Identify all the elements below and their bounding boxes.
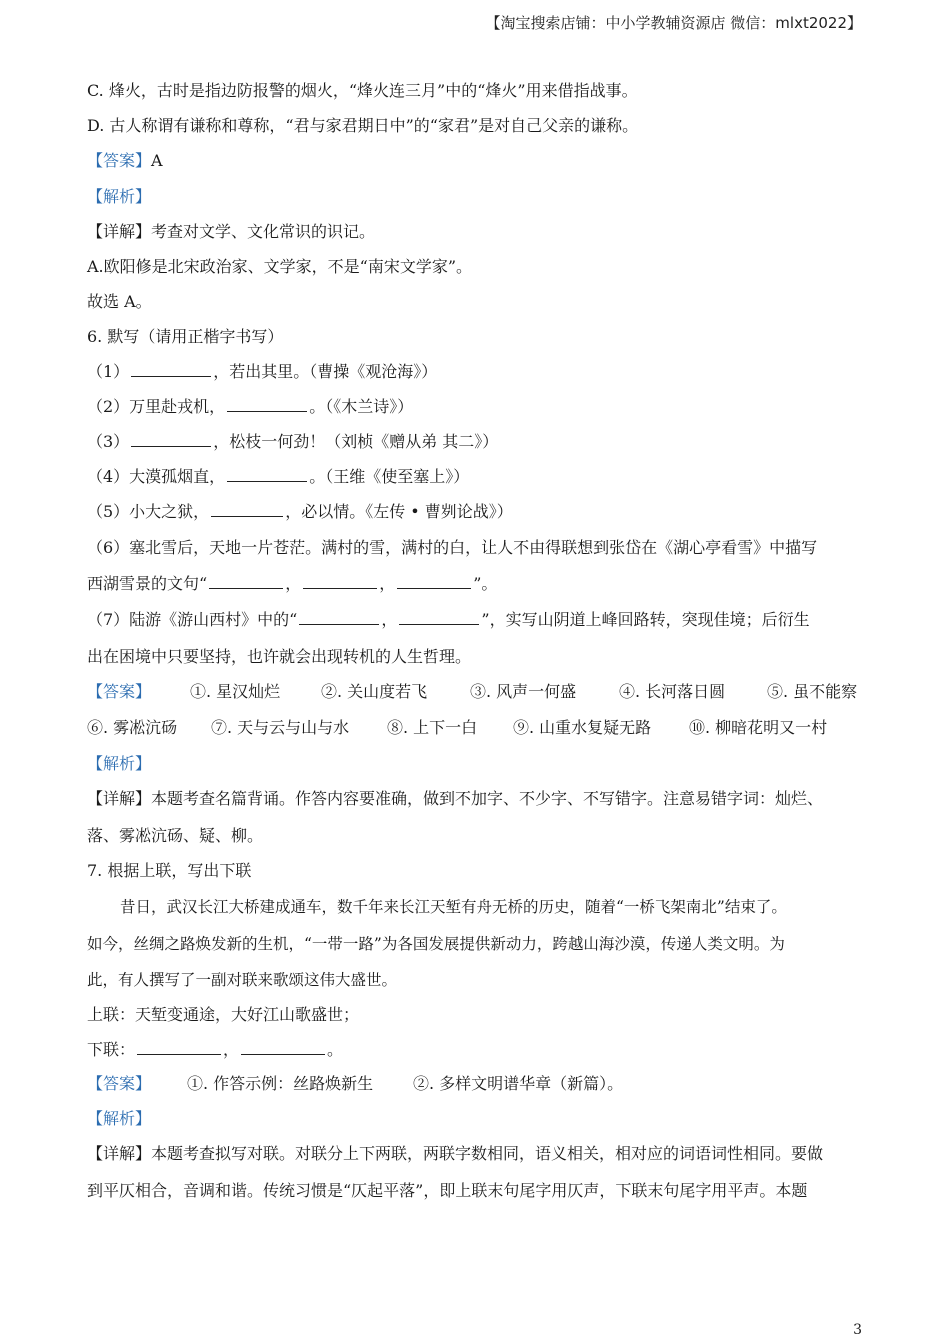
q6-item-3 [87, 431, 498, 453]
fill-blank [241, 1039, 325, 1055]
option-d: D. 古人称谓有谦称和尊称，“君与家君期日中”的“家君”是对自己父亲的谦称。 [87, 116, 639, 135]
q5-answer [87, 150, 163, 172]
q5-detail [87, 221, 375, 243]
q7-passage-line1: 昔日，武汉长江大桥建成通车，数千年来长江天堑有舟无桥的历史，随着“一桥飞架南北”结束了。 [120, 898, 787, 916]
q6-item-5 [87, 501, 513, 523]
fill-blank [299, 609, 379, 625]
q6-analysis-tag: 【解析】 [87, 754, 152, 773]
q6-item-7-line1 [87, 609, 810, 631]
item-suffix: ，若出其里。（曹操《观沧海》） [213, 362, 438, 381]
item-prefix: （4）大漠孤烟直， [87, 467, 226, 486]
fill-blank [131, 431, 211, 447]
fill-blank [227, 396, 307, 412]
q7-detail-line1 [87, 1143, 823, 1165]
separator: ， [285, 574, 302, 593]
q6-item-2 [87, 396, 413, 418]
detail-tag: 【详解】 [87, 789, 152, 808]
separator: ， [379, 574, 396, 593]
answer-item: ②. 关山度若飞 [321, 682, 428, 701]
q7-answer-row [87, 1073, 867, 1095]
separator: ， [223, 1040, 240, 1059]
answer-item: ⑦. 天与云与山与水 [211, 718, 350, 737]
answer-item: ①. 作答示例：丝路焕新生 [187, 1074, 374, 1093]
q6-item-6-line1: （6）塞北雪后，天地一片苍茫。满村的雪，满村的白，让人不由得联想到张岱在《湖心亭看雪》中描写 [87, 538, 818, 557]
q6-title: 6. 默写（请用正楷字书写） [87, 327, 284, 346]
item-suffix: ，松枝一何劲！（刘桢《赠从弟 其二》） [213, 432, 499, 451]
q7-analysis-tag: 【解析】 [87, 1109, 152, 1128]
fill-blank [211, 501, 283, 517]
q7-detail-line2: 到平仄相合，音调和谐。传统习惯是“仄起平落”，即上联末句尾字用仄声，下联末句尾字用平声。本题 [87, 1181, 808, 1200]
detail-text: 本题考查名篇背诵。作答内容要准确，做到不加字、不少字、不写错字。注意易错字词：灿烂、 [151, 789, 824, 808]
answer-item: ⑩. 柳暗花明又一村 [689, 718, 828, 737]
fill-blank [227, 466, 307, 482]
q6-answer-row-1 [87, 681, 867, 703]
item-prefix: （7）陆游《游山西村》中的“ [87, 610, 298, 629]
fill-blank [399, 609, 479, 625]
fill-blank [131, 361, 211, 377]
q6-detail-line1 [87, 788, 823, 810]
answer-value: A [151, 151, 163, 170]
item-prefix: （3） [87, 432, 130, 451]
detail-text: 本题考查拟写对联。对联分上下两联，两联字数相同，语义相关，相对应的词语词性相同。要做 [151, 1144, 824, 1163]
page-number: 3 [853, 1322, 862, 1338]
q6-detail-line2: 落、雾凇沆砀、疑、柳。 [87, 826, 264, 845]
item-prefix: 西湖雪景的文句“ [87, 574, 208, 593]
answer-item: ⑨. 山重水复疑无路 [513, 718, 652, 737]
q7-upper-couplet: 上联：天堑变通途，大好江山歌盛世； [87, 1005, 360, 1024]
item-prefix: 下联： [87, 1040, 136, 1059]
page-header: 【淘宝搜索店铺：中小学教辅资源店 微信：mlxt2022】 [485, 14, 862, 32]
item-prefix: （1） [87, 362, 130, 381]
item-suffix: ”。 [473, 574, 498, 593]
q7-passage-line2: 如今，丝绸之路焕发新的生机，“一带一路”为各国发展提供新动力，跨越山海沙漠，传递人类文明。为 [87, 935, 785, 953]
option-c: C. 烽火，古时是指边防报警的烟火，“烽火连三月”中的“烽火”用来借指战事。 [87, 81, 638, 100]
detail-text: 考查对文学、文化常识的识记。 [151, 222, 376, 241]
q5-choose: 故选 A。 [87, 292, 152, 311]
answer-item: ⑧. 上下一白 [387, 718, 478, 737]
fill-blank [397, 573, 471, 589]
item-suffix: 。（《木兰诗》） [309, 397, 414, 416]
item-suffix: ”，实写山阴道上峰回路转，突现佳境；后衍生 [481, 610, 810, 629]
item-prefix: （2）万里赴戎机， [87, 397, 226, 416]
answer-item: ⑤. 虽不能察 [767, 682, 858, 701]
answer-item: ⑥. 雾凇沆砀 [87, 718, 178, 737]
answer-item: ④. 长河落日圆 [619, 682, 726, 701]
answer-item: ①. 星汉灿烂 [190, 682, 281, 701]
q7-lower-couplet [87, 1039, 343, 1061]
answer-tag: 【答案】 [87, 682, 152, 701]
detail-tag: 【详解】 [87, 1144, 152, 1163]
answer-tag: 【答案】 [87, 1074, 152, 1093]
fill-blank [209, 573, 283, 589]
fill-blank [137, 1039, 221, 1055]
q6-answer-row-2 [87, 717, 867, 739]
answer-item: ②. 多样文明谱华章（新篇）。 [413, 1074, 624, 1093]
q6-item-6-line2 [87, 573, 497, 595]
fill-blank [303, 573, 377, 589]
q6-item-7-line2: 出在困境中只要坚持，也许就会出现转机的人生哲理。 [87, 647, 472, 666]
answer-tag: 【答案】 [87, 151, 152, 170]
answer-item: ③. 风声一何盛 [470, 682, 577, 701]
detail-tag: 【详解】 [87, 222, 152, 241]
q7-passage-line3: 此，有人撰写了一副对联来歌颂这伟大盛世。 [87, 971, 398, 989]
q7-title: 7. 根据上联，写出下联 [87, 861, 252, 880]
q6-item-4 [87, 466, 469, 488]
item-suffix: 。 [327, 1040, 344, 1059]
q6-item-1 [87, 361, 437, 383]
item-suffix: ，必以情。《左传 • 曹刿论战》） [285, 502, 513, 521]
item-suffix: 。（王维《使至塞上》） [309, 467, 470, 486]
q5-analysis-tag: 【解析】 [87, 187, 152, 206]
q5-explain-a: A.欧阳修是北宋政治家、文学家，不是“南宋文学家”。 [87, 257, 473, 276]
item-prefix: （5）小大之狱， [87, 502, 210, 521]
separator: ， [381, 610, 398, 629]
